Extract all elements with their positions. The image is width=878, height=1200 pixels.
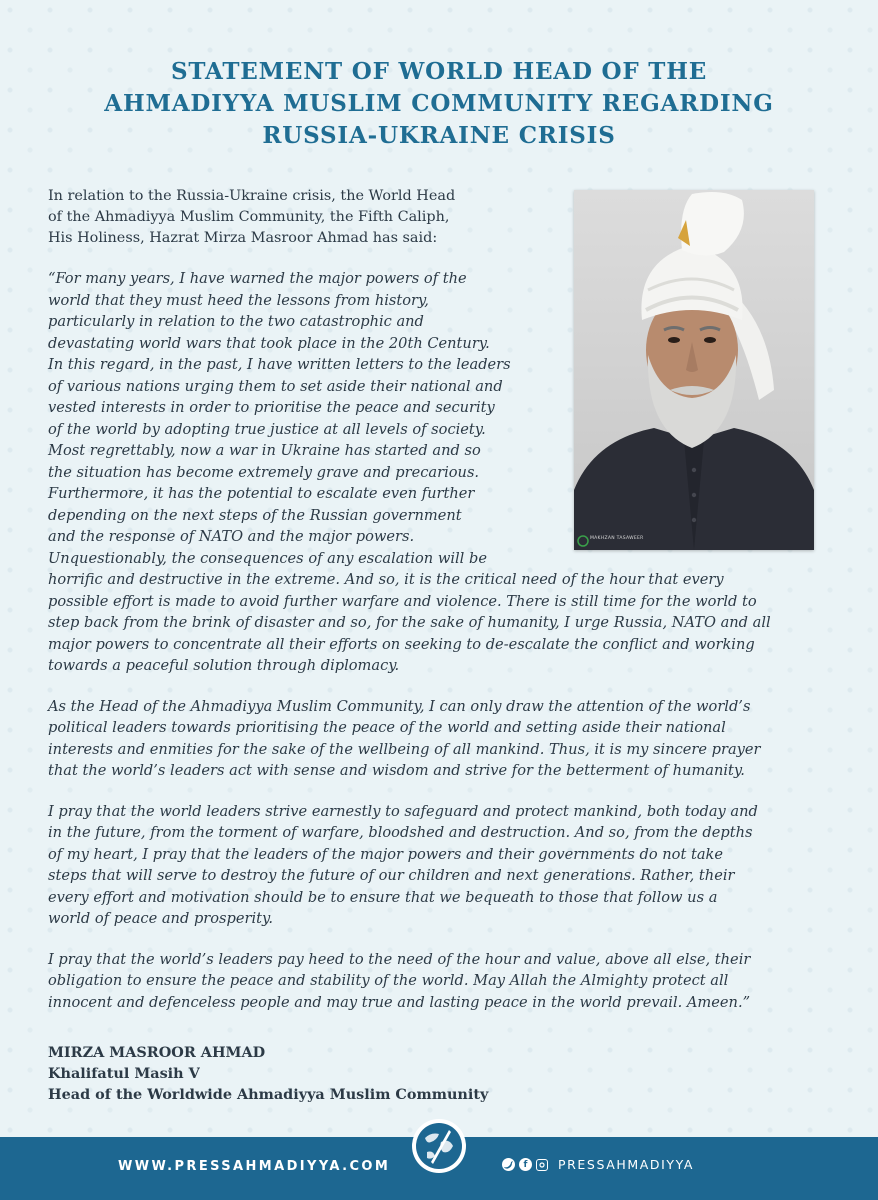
intro-paragraph [48,186,558,249]
quote-line: devastating world wars that took place in the 20th Century. [48,334,490,352]
quote-line: “For many years, I have warned the major powers of the [48,270,467,287]
website-link[interactable]: WWW.PRESSAHMADIYYA.COM [118,1159,391,1174]
social-handle[interactable]: PRESSAHMADIYYA [558,1157,695,1172]
quote-line: major powers to concentrate all their efforts on seeking to de-escalate the conflict and working [48,635,755,653]
quote-line: of the world by adopting true justice at all levels of society. [48,420,486,438]
facebook-icon[interactable]: f [519,1158,532,1171]
quote-line: step back from the brink of disaster and so, for the sake of humanity, I urge Russia, NATO and all [48,614,771,631]
intro-line: In relation to the Russia-Ukraine crisis, the World Head [48,188,456,204]
quote-line: Most regrettably, now a war in Ukraine has started and so [48,442,481,459]
quote-line: obligation to ensure the peace and stability of the world. May Allah the Almighty protect all [48,972,729,989]
quote-line: world that they must heed the lessons from history, [48,291,429,309]
title-line: AHMADIYYA MUSLIM COMMUNITY REGARDING [104,90,774,117]
social-links [502,1157,694,1172]
quote-line: steps that will serve to destroy the future of our children and next generations. Rather, their [48,867,735,884]
quote-paragraph [48,801,838,930]
quote-line: of various nations urging them to set aside their national and [48,377,503,395]
quote-line: every effort and motivation should be to ensure that we bequeath to those that follow us a [48,888,718,906]
intro-line: His Holiness, Hazrat Mirza Masroor Ahmad has said: [48,230,438,246]
title-line: RUSSIA-UKRAINE CRISIS [262,122,616,149]
quote-line: innocent and defenceless people and may true and lasting peace in the world prevail. Ameen.” [48,993,751,1011]
quote-line: I pray that the world’s leaders pay heed to the need of the hour and value, above all else, their [48,950,751,968]
quote-line: and the response of NATO and the major powers. [48,528,415,545]
quote-paragraph [48,696,838,782]
quote-line: Furthermore, it has the potential to escalate even further [48,485,475,502]
portrait-watermark: MAKHZAN TASAWEER [590,536,644,541]
quote-line: Unquestionably, the consequences of any escalation will be [48,549,487,567]
quote-line: interests and enmities for the sake of the wellbeing of all mankind. Thus, it is my sincere prayer [48,740,761,758]
signature-name: MIRZA MASROOR AHMAD [48,1044,266,1061]
instagram-icon[interactable] [536,1159,548,1171]
press-globe-logo [411,1118,467,1174]
document-title [60,56,818,152]
quote-line: vested interests in order to prioritise the peace and security [48,399,495,416]
intro-line: of the Ahmadiyya Muslim Community, the Fifth Caliph, [48,209,450,225]
signature-block [48,1042,488,1105]
quote-line: In this regard, in the past, I have written letters to the leaders [48,356,511,373]
quote-line: depending on the next steps of the Russian government [48,506,462,524]
quote-line: particularly in relation to the two catastrophic and [48,313,424,330]
quote-body [48,268,838,1013]
quote-line: world of peace and prosperity. [48,910,273,927]
quote-line: As the Head of the Ahmadiyya Muslim Community, I can only draw the attention of the world’s [48,697,751,715]
quote-line: towards a peaceful solution through diplomacy. [48,657,400,674]
quote-line: of my heart, I pray that the leaders of the major powers and their governments do not take [48,845,724,863]
quote-line: the situation has become extremely grave and precarious. [48,463,480,481]
quote-line: that the world’s leaders act with sense and wisdom and strive for the betterment of humanity. [48,762,745,779]
quote-line: horrific and destructive in the extreme. And so, it is the critical need of the hour that every [48,571,724,588]
quote-paragraph [48,949,838,1014]
quote-paragraph [48,268,838,677]
signature-office: Head of the Worldwide Ahmadiyya Muslim Community [48,1086,489,1103]
signature-role: Khalifatul Masih V [48,1065,200,1082]
quote-line: I pray that the world leaders strive earnestly to safeguard and protect mankind, both today and [48,802,758,820]
quote-line: political leaders towards prioritising the peace of the world and setting aside their national [48,719,726,736]
quote-line: possible effort is made to avoid further warfare and violence. There is still time for the world to [48,592,757,610]
title-line: STATEMENT OF WORLD HEAD OF THE [170,58,708,85]
twitter-icon[interactable] [502,1158,515,1171]
quote-line: in the future, from the torment of warfare, bloodshed and destruction. And so, from the depths [48,824,753,841]
